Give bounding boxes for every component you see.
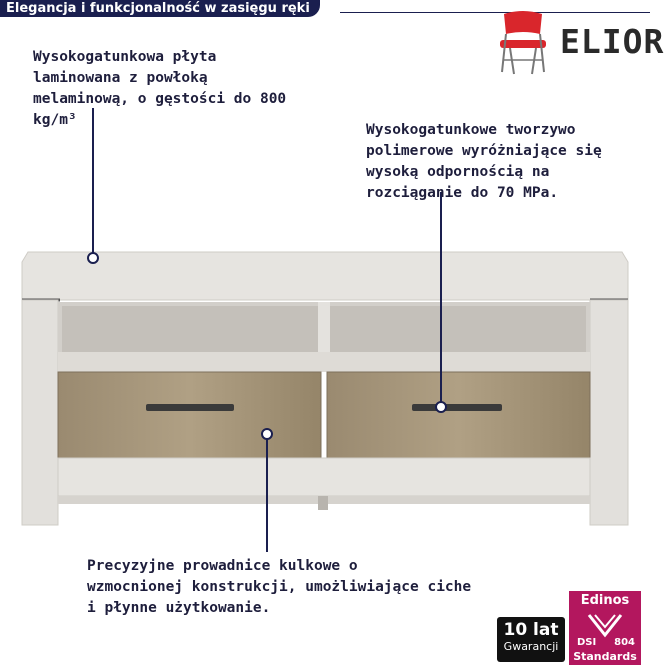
callout-polymer-line: wysoką odpornością na bbox=[366, 164, 550, 180]
callout-board-line: laminowana z powłoką bbox=[33, 70, 208, 86]
warranty-years: 10 lat bbox=[503, 620, 559, 640]
callout-board-line: kg/m³ bbox=[33, 112, 77, 128]
callout-board-line: melaminową, o gęstości do 800 bbox=[33, 91, 287, 107]
callout-runners-line: Precyzyjne prowadnice kulkowe o bbox=[87, 558, 358, 574]
check-icon bbox=[583, 609, 627, 639]
callout-polymer-line: polimerowe wyróżniające się bbox=[366, 143, 602, 159]
callout-runners bbox=[87, 556, 507, 619]
page-title: Elegancja i funkcjonalność w zasięgu ręki bbox=[6, 1, 310, 16]
edinos-cert-badge bbox=[569, 591, 641, 665]
cert-label: Standards bbox=[573, 650, 637, 663]
cert-number: 804 bbox=[614, 637, 635, 648]
callout-board-line: Wysokogatunkowa płyta bbox=[33, 49, 217, 65]
callout-polymer-line: rozciąganie do 70 MPa. bbox=[366, 185, 559, 201]
cert-name: Edinos bbox=[580, 593, 630, 608]
callout-board bbox=[33, 47, 313, 131]
callout-polymer bbox=[366, 120, 636, 204]
cert-dsi: DSI bbox=[577, 637, 597, 648]
warranty-badge bbox=[497, 617, 565, 662]
callout-runners-line: wzmocnionej konstrukcji, umożliwiające ciche bbox=[87, 579, 472, 595]
warranty-label: Gwarancji bbox=[503, 640, 559, 653]
callout-runners-line: i płynne użytkowanie. bbox=[87, 600, 271, 616]
brand-logo: ELIOR bbox=[560, 22, 664, 61]
callout-polymer-line: Wysokogatunkowe tworzywo bbox=[366, 122, 576, 138]
